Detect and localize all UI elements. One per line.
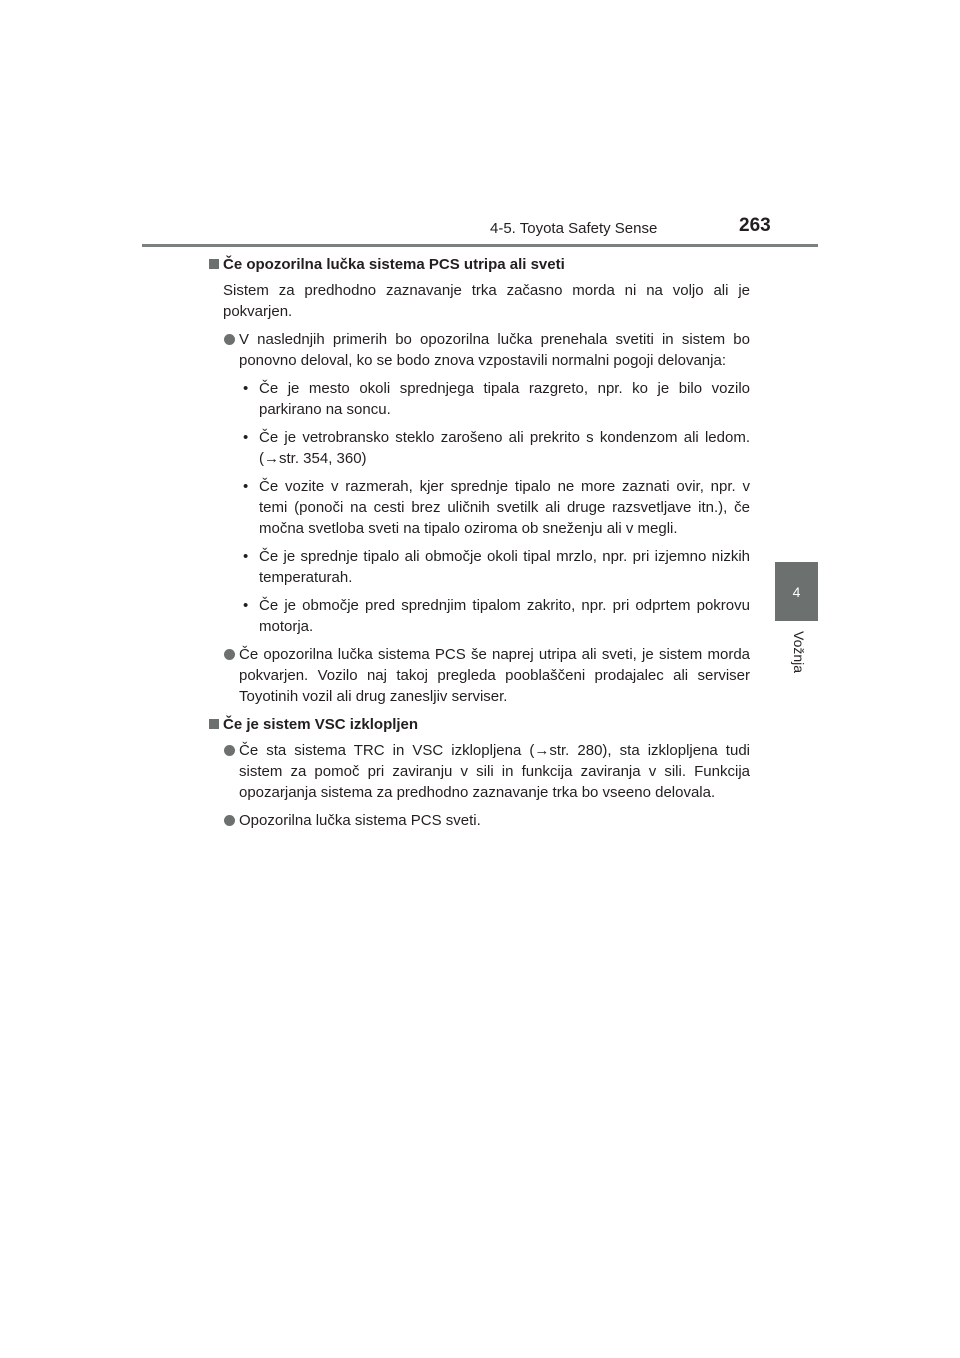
section-heading-text: Če opozorilna lučka sistema PCS utripa ali sveti <box>223 256 565 273</box>
chapter-tab-number: 4 <box>792 583 801 600</box>
list-item-text: Opozorilna lučka sistema PCS sveti. <box>239 812 481 829</box>
section-intro: Sistem za predhodno zaznavanje trka začasno morda ni na voljo ali je pokvarjen. <box>223 282 750 320</box>
list-item-text: V naslednjih primerih bo opozorilna lučka prenehala svetiti in sistem bo ponovno deloval, ko se bodo znova vzpostavili normalni pogoji delovanja: <box>239 331 750 369</box>
list-item <box>223 810 750 831</box>
square-bullet-icon <box>209 719 219 729</box>
list-item-text: Če opozorilna lučka sistema PCS še naprej utripa ali sveti, je sistem morda pokvarjen. Vozilo naj takoj pregleda pooblaščeni prodajalec ali serviser Toyotinih vozil ali drug zanesljiv serviser. <box>239 646 750 705</box>
section-heading-vsc-off <box>209 714 750 735</box>
square-bullet-icon <box>209 259 219 269</box>
list-item <box>223 740 750 803</box>
chapter-tab <box>775 562 818 621</box>
circle-bullet-icon <box>224 649 235 660</box>
circle-bullet-icon <box>224 815 235 826</box>
section-heading-text: Če je sistem VSC izklopljen <box>223 716 419 733</box>
circle-bullet-icon <box>224 334 235 345</box>
list-item <box>223 329 750 371</box>
sub-list-item <box>239 546 750 588</box>
bullet-mark: • <box>243 548 249 565</box>
sub-list-item <box>239 476 750 539</box>
sub-list-item-text: Če vozite v razmerah, kjer sprednje tipalo ne more zaznati ovir, npr. v temi (ponoči na cesti brez uličnih svetilk ali druge razsvetljave itn.), če močna svetloba sveti na tipalo oziroma ob sneženju ali v megli. <box>259 478 750 537</box>
sub-list-item-text: Če je območje pred sprednjim tipalom zakrito, npr. pri odprtem pokrovu motorja. <box>259 597 750 635</box>
sub-list-item-text: Če je sprednje tipalo ali območje okoli tipal mrzlo, npr. pri izjemno nizkih temperaturah. <box>259 548 750 586</box>
sub-list-item <box>239 378 750 420</box>
bullet-mark: • <box>243 478 249 495</box>
bullet-mark: • <box>243 597 249 614</box>
sub-list-item <box>239 595 750 637</box>
list-item-text: Če sta sistema TRC in VSC izklopljena (→str. 280), sta izklopljena tudi sistem za pomoč pri zaviranju v sili in funkcija zaviranja v sili. Funkcija opozarjanja sistema za predhodno zaznavanje trka bo vseeno delovala. <box>239 742 750 801</box>
sub-list-item-text: Če je vetrobransko steklo zarošeno ali prekrito s kondenzom ali ledom. (→str. 354, 360) <box>259 429 750 467</box>
bullet-mark: • <box>243 380 249 397</box>
chapter-tab-label: Vožnja <box>791 631 807 674</box>
page-number: 263 <box>739 215 771 236</box>
header-section-title: 4-5. Toyota Safety Sense <box>490 220 658 237</box>
main-content <box>209 254 750 838</box>
list-item <box>223 644 750 707</box>
header-divider <box>142 244 818 247</box>
sub-list-item <box>239 427 750 469</box>
circle-bullet-icon <box>224 745 235 756</box>
bullet-mark: • <box>243 429 249 446</box>
sub-list-item-text: Če je mesto okoli sprednjega tipala razgreto, npr. ko je bilo vozilo parkirano na soncu. <box>259 380 750 418</box>
section-heading-pcs-light <box>209 254 750 275</box>
